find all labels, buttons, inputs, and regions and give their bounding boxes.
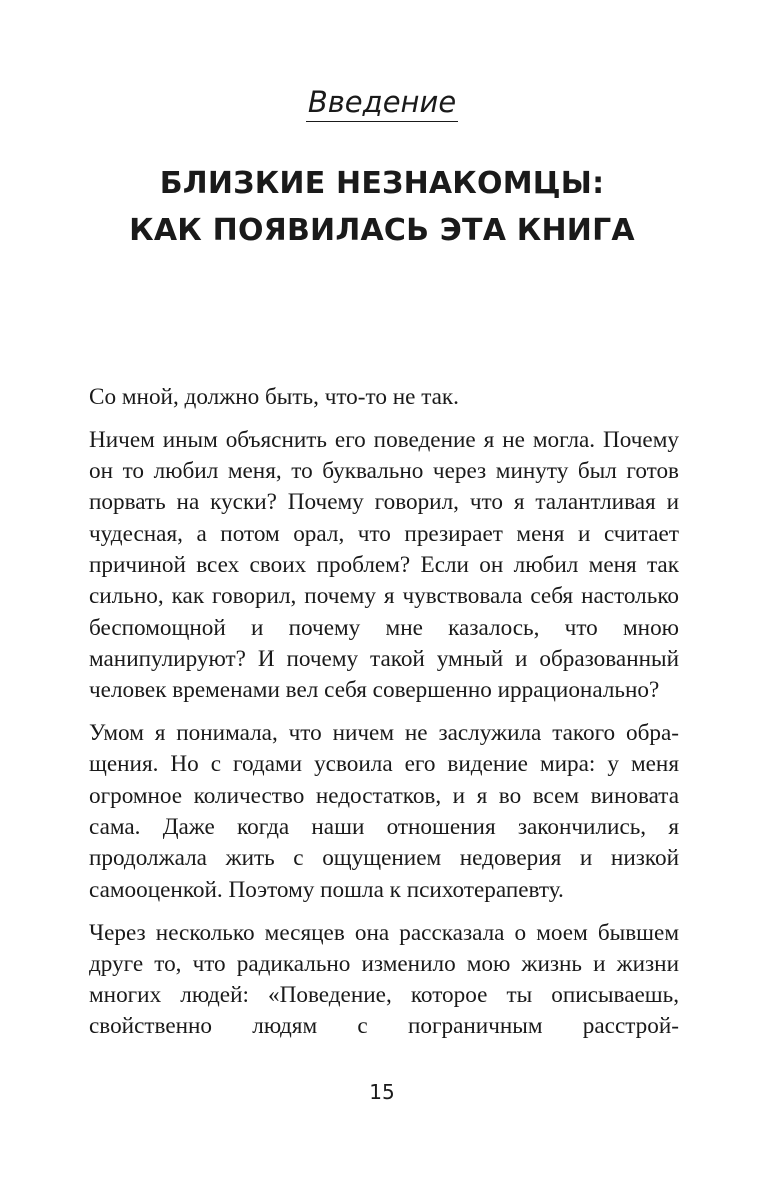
body-text xyxy=(89,382,679,1054)
section-label xyxy=(0,82,764,122)
page-number: 15 xyxy=(369,1080,395,1104)
section-label-text: Введение xyxy=(306,84,458,122)
chapter-title-line-2: КАК ПОЯВИЛАСЬ ЭТА КНИГА xyxy=(129,213,635,248)
chapter-title-line-1: БЛИЗКИЕ НЕЗНАКОМЦЫ: xyxy=(159,166,605,201)
paragraph-4: Через несколько месяцев она рассказала о моем бывшем друге то, что радикально изменило мою жизнь и жизни многих людей: «Поведение, которое ты описываешь, свойственно людям с пограничным расстрой- xyxy=(89,919,679,1040)
paragraph-2: Ничем иным объяснить его поведение я не могла. Почему он то любил меня, то буквально через минуту был готов порвать на куски? Почему говорил, что я талантливая и чудесная, а потом орал, что презирает меня и считает причиной всех своих проблем? Если он любил меня так сильно, как говорил, почему я чувствовала себя настолько беспомощной и почему мне казалось, что мною манипулируют? И почему такой умный и образованный человек временами вел себя совершенно иррационально? xyxy=(89,426,679,704)
chapter-title xyxy=(60,160,704,254)
paragraph-1: Со мной, должно быть, что-то не так. xyxy=(89,384,459,410)
paragraph-3: Умом я понимала, что ничем не заслужила такого обращения. Но с годами усвоила его видение мира: у меня огромное количество недостатков, и я во всем виновата сама. Даже когда наши отношения закончились, я продолжала жить с ощущением недоверия и низкой самооценкой. Поэтому пошла к психотерапевту. xyxy=(89,720,679,903)
